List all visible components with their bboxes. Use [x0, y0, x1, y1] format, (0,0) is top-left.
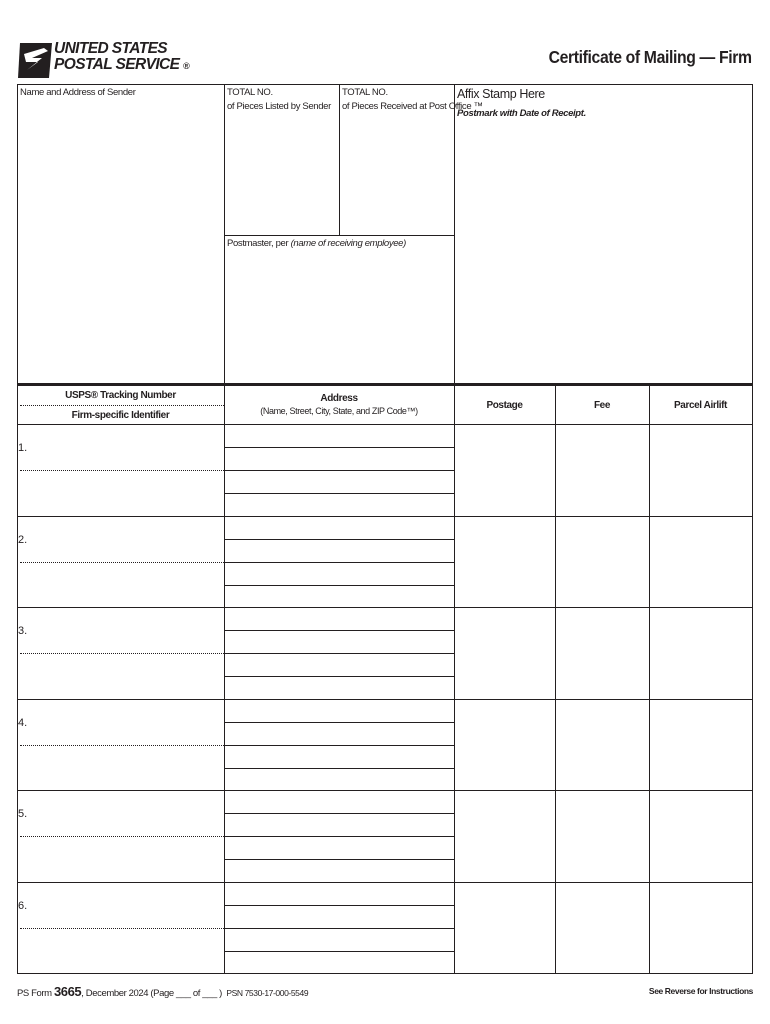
fee-field[interactable]: [556, 700, 648, 789]
tracking-number-field[interactable]: [18, 517, 223, 561]
address-field[interactable]: [225, 517, 453, 606]
column-header-tracking: USPS® Tracking Number: [65, 390, 176, 401]
postmaster-label: Postmaster, per (name of receiving employee): [227, 238, 406, 249]
total-sender-label: TOTAL NO. of Pieces Listed by Sender: [227, 87, 331, 112]
address-field[interactable]: [225, 425, 453, 514]
postage-field[interactable]: [455, 425, 554, 514]
identifier-field[interactable]: [18, 563, 223, 606]
stamp-label: Affix Stamp Here: [457, 87, 545, 101]
page-title: Certificate of Mailing — Firm: [548, 47, 752, 67]
total-post-office-field[interactable]: [340, 115, 453, 234]
stamp-area[interactable]: [455, 122, 751, 382]
sender-label: Name and Address of Sender: [20, 87, 136, 98]
postage-field[interactable]: [455, 517, 554, 606]
tracking-number-field[interactable]: [18, 791, 223, 835]
postage-field[interactable]: [455, 608, 554, 697]
parcel-airlift-field[interactable]: [650, 517, 751, 606]
parcel-airlift-field[interactable]: [650, 608, 751, 697]
postmark-label: Postmark with Date of Receipt.: [457, 108, 586, 119]
usps-wordmark: UNITED STATES POSTAL SERVICE ®: [54, 40, 190, 73]
row-number: 1.: [18, 442, 28, 454]
row-number: 4.: [18, 717, 28, 729]
postage-field[interactable]: [455, 791, 554, 880]
postage-field[interactable]: [455, 700, 554, 789]
parcel-airlift-field[interactable]: [650, 791, 751, 880]
form-footer: PS Form 3665, December 2024 (Page ___ of ___ ) PSN 7530-17-000-5549: [17, 984, 309, 999]
tracking-number-field[interactable]: [18, 883, 223, 927]
address-field[interactable]: [225, 791, 453, 880]
total-sender-field[interactable]: [225, 115, 338, 234]
column-header-address: Address (Name, Street, City, State, and ZIP Code™): [260, 393, 418, 416]
tracking-number-field[interactable]: [18, 700, 223, 744]
postage-field[interactable]: [455, 883, 554, 972]
tracking-number-field[interactable]: [18, 425, 223, 469]
column-header-identifier: Firm-specific Identifier: [71, 410, 170, 421]
fee-field[interactable]: [556, 883, 648, 972]
row-number: 6.: [18, 900, 28, 912]
fee-field[interactable]: [556, 608, 648, 697]
row-number: 5.: [18, 808, 28, 820]
total-post-office-label: TOTAL NO. of Pieces Received at Post Office ™: [342, 87, 483, 112]
identifier-field[interactable]: [18, 654, 223, 697]
column-header-fee: Fee: [593, 400, 611, 411]
column-header-postage: Postage: [486, 400, 523, 411]
fee-field[interactable]: [556, 791, 648, 880]
column-header-parcel-airlift: Parcel Airlift: [674, 400, 727, 411]
instructions-note: See Reverse for Instructions: [648, 986, 753, 996]
row-number: 2.: [18, 534, 28, 546]
row-number: 3.: [18, 625, 28, 637]
parcel-airlift-field[interactable]: [650, 883, 751, 972]
row-divider: [17, 973, 753, 974]
fee-field[interactable]: [556, 517, 648, 606]
parcel-airlift-field[interactable]: [650, 425, 751, 514]
identifier-field[interactable]: [18, 929, 223, 972]
address-field[interactable]: [225, 883, 453, 972]
fee-field[interactable]: [556, 425, 648, 514]
identifier-field[interactable]: [18, 837, 223, 880]
parcel-airlift-field[interactable]: [650, 700, 751, 789]
sender-address-field[interactable]: [18, 100, 223, 382]
address-field[interactable]: [225, 700, 453, 789]
address-field[interactable]: [225, 608, 453, 697]
identifier-field[interactable]: [18, 746, 223, 789]
tracking-number-field[interactable]: [18, 608, 223, 652]
identifier-field[interactable]: [18, 471, 223, 514]
postmaster-field[interactable]: [225, 252, 453, 382]
